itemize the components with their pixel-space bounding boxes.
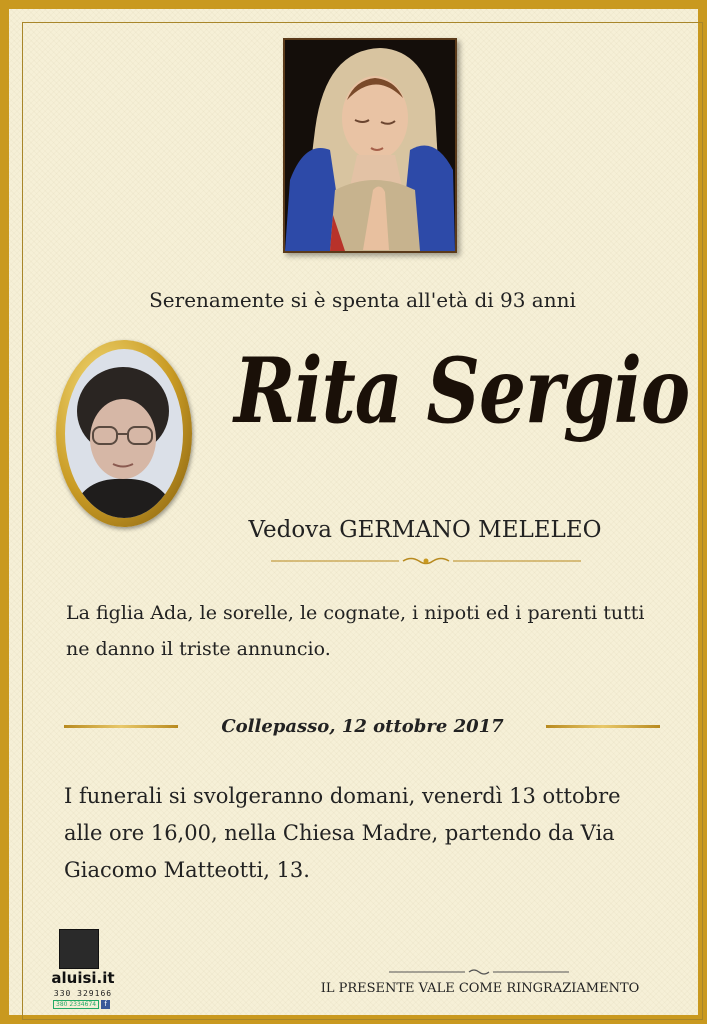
facebook-icon: f (101, 1000, 110, 1009)
agency-contacts (53, 1000, 113, 1012)
agency-name: aluisi.it (51, 969, 115, 987)
thanks-ornament (389, 967, 569, 977)
whatsapp-icon: 380 2334674 (53, 1000, 99, 1009)
madonna-image (283, 38, 457, 253)
agency-phone: 330 329166 (53, 989, 113, 998)
portrait-frame (56, 340, 192, 527)
place-date: Collepasso, 12 ottobre 2017 (221, 716, 504, 737)
portrait-photo (65, 349, 183, 518)
announcement-text: La figlia Ada, le sorelle, le cognate, i nipoti ed i parenti tutti ne danno il triste annuncio. (66, 602, 645, 660)
funeral-details: I funerali si svolgeranno domani, venerdì 13 ottobre alle ore 16,00, nella Chiesa Madre, partendo da Via Giacomo Matteotti, 13. (64, 784, 621, 882)
widow-line: Vedova GERMANO MELELEO (248, 517, 602, 543)
agency-photo (59, 929, 99, 969)
agency-logo (43, 929, 123, 1014)
ornament-divider (271, 556, 581, 566)
deceased-name: Rita Sergio (234, 339, 690, 444)
intro-text: Serenamente si è spenta all'età di 93 anni (149, 288, 576, 312)
thanks-line: IL PRESENTE VALE COME RINGRAZIAMENTO (320, 981, 640, 996)
divider-right (546, 725, 660, 728)
